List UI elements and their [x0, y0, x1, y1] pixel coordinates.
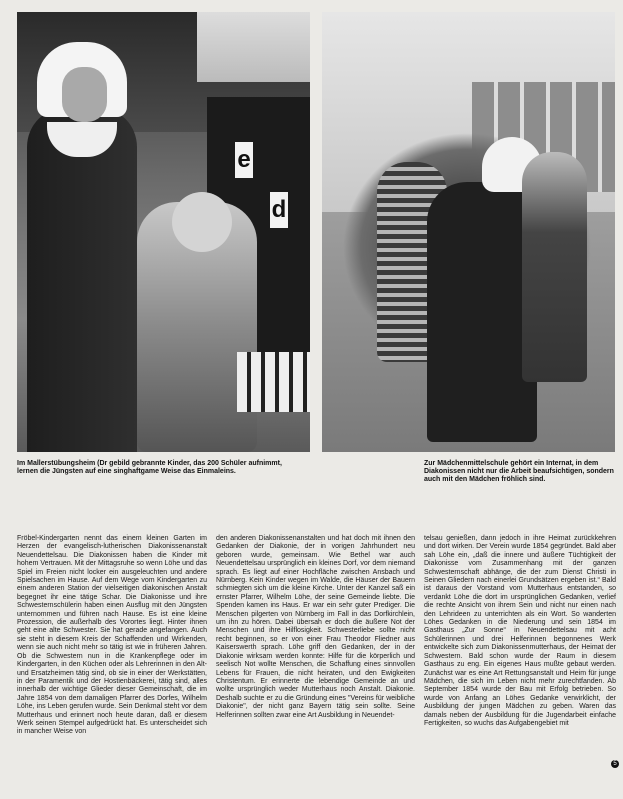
- child-hair: [172, 192, 232, 252]
- letter-card-e: e: [235, 142, 253, 178]
- article-column-2: [216, 535, 415, 720]
- column-1-text: Fröbel-Kindergarten nennt das einem kleinen Garten im Herzen der evangelisch-lutherischen Diakonissenanstalt Neuendettelsau. Die Diakonissen haben die Kinder mit hohem Vertrauen. Mit der Mittagsruhe so wenn Löhe und das Spiel im Freien nicht locker ein ausgeleuchten und andere Spielsachen im Hause. Auf dem Wege vom Kindergarten zu einem anderen Station der vielseitigen diakonischen Anstalt begegnet ihr eine tätige Schar. Die Diakonisse und ihre Schwesternschülerin haben einen Ausflug mit den Jüngsten unternommen und führen nach Hause. Es ist eine kleine Prozession, die außerhalb des Vorortes liegt. Hinter ihnen geht eine alte Schwester. Sie hat gerade angefangen. Auch sie steht in diesem Kreis der Schaffenden und Wirkenden, wenn sie auch nicht mehr so tätig ist wie in früheren Jahren. Ob die Schwestern nun in die Krankenpflege oder im Kindergarten, in den Küchen oder als Lehrerinnen in den Alt- und Ersatzheimen tätig sind, ob sie in einer der Werkstätten, in der Paramentik und der Hostienbäckerei, tätig sind, alles innerhalb der wichtige Glieder dieser Gemeinschaft, die im Jahre 1854 von dem damaligen Pfarrer des Dorfes, Wilhelm Löhe, ins Leben gerufen wurde. Sein Denkmal steht vor dem Mutterhaus und erinnert noch heute daran, daß er diesem Werk seinen Stempel aufgedrückt hat. Es unterscheidet sich in mancher Weise von: [17, 535, 207, 736]
- nun-face: [62, 67, 107, 122]
- column-3-text: telsau genießen, dann jedoch in ihre Heimat zurückkehren und dort wirken. Der Verein wurde 1854 gegründet. Bald aber sah Löhe ein, „daß die innere und äußere Tüchtigkeit der Diakonisse vom Zusammenhang mit der ganzen Schwesternschaft abhänge, die der zum Dienst Christi in Seinen Gliedern nach einerlei Grundsätzen ergeben ist.“ Bald ist daraus der Vorstand vom Mutterhaus entstanden, so verdankt Löhe die dort im ursprünglichen Gedanken, verlief die rechte Ansicht von ihrem Sein und nicht nur einen nach den Lehrideen zu unterrichten als ein Wort. So wanderten Löhes Gedanken in die Niederung und sein 1854 im Gasthaus „Zur Sonne“ in Neuendettelsau mit acht Schülerinnen und drei Helferinnen begonnenes Werk entwickelte sich zum Diakonissenmutterhaus, der Heimat der Schwestern. Bald schon wurde der Raum in diesem Gasthaus zu eng. Ein eigenes Haus mußte gebaut werden. Zunächst war es eine Art Rettungsanstalt und Heim für junge Mädchen, die sich im Leben nicht mehr zurechtfanden. Ab September 1854 wurde der Bau mit Erfolg betrieben. So wurde von Anfang an Löhes Gedanke verwirklicht, der Ausbildung der jungen Mädchen zu geben. Waren das damals neben der Ausbildung für die Jugendarbeit einfache Fertigkeiten, so wuchs das Aufgabengebiet mit: [424, 535, 616, 727]
- girl-right: [522, 152, 587, 382]
- article-column-3: [424, 535, 616, 728]
- photo-classroom: [17, 12, 310, 452]
- continuation-marker: 5: [611, 760, 619, 768]
- nun-figure: [27, 107, 137, 452]
- column-2-text: den anderen Diakonissenanstalten und hat doch mit ihnen den Gedanken der Diakonie, der in vorigen Jahrhundert neu geboren wurde, gemeinsam. Wie Bethel war auch Neuendettelsau ursprünglich ein kleines Dorf, vor dem niemand sprach. Es liegt auf einer Hochfläche zwischen Ansbach und Nürnberg. Kein Kinder wegen im Walde, die Häuser der Bauern schmiegten sich um die kleine Kirche. Unter der Kanzel saß ein ernster Pfarrer, Wilhelm Löhe, der seine Gemeinde liebte. Die Spenden kamen ins Haus. Er war ein sehr guter Prediger. Die Menschen pilgerten von Nürnberg im Fall in das Dorfkirchlein, um ihn zu hören. Dabei übersah er doch die äußere Not der Menschen und ihre Hilflosigkeit. Schwesterliebe sollte nicht recht beginnen, so er von einer Frau Theodor Fliedner aus Kaiserswerth sprach. Löhe griff den Gedanken, der in der Diakonie wirksam werden konnte: Hilfe für die körperlich und seelisch Not wollte Menschen, die Schaffung eines sinnvollen Lebens für Frauen, die nicht heiraten, und den Ewigkeiten Christentum. Er erinnerte die lebendige Gemeinde an und wollte ursprünglich weder Mutterhaus noch Anstalt. Diakonie. Deshalb suchte er zu die Gründung eines "Vereins für weibliche Diakonie", der nicht ganz Bayern tätig sein sollte. Seine Helferinnen sollten zwar eine Art Ausbildung in Neuendet-: [216, 535, 415, 719]
- article-column-1: [17, 535, 207, 737]
- photo-courtyard: [322, 12, 615, 452]
- letter-card-d: d: [270, 192, 288, 228]
- nun-dark-habit: [427, 182, 537, 442]
- caption-right: Zur Mädchenmittelschule gehört ein Internat, in dem Diakonissen nicht nur die Arbeit beaufsichtigen, sondern auch mit den Mädchen fröhlich sind.: [424, 460, 614, 483]
- caption-left: Im Mallerstübungsheim (Dr gebild gebrannte Kinder, das 200 Schüler aufnimmt, lernen die Jüngsten auf eine singhaftgame Weise das Einmaleins.: [17, 460, 282, 475]
- letter-cards-stack: [237, 352, 310, 412]
- window-light: [197, 12, 310, 82]
